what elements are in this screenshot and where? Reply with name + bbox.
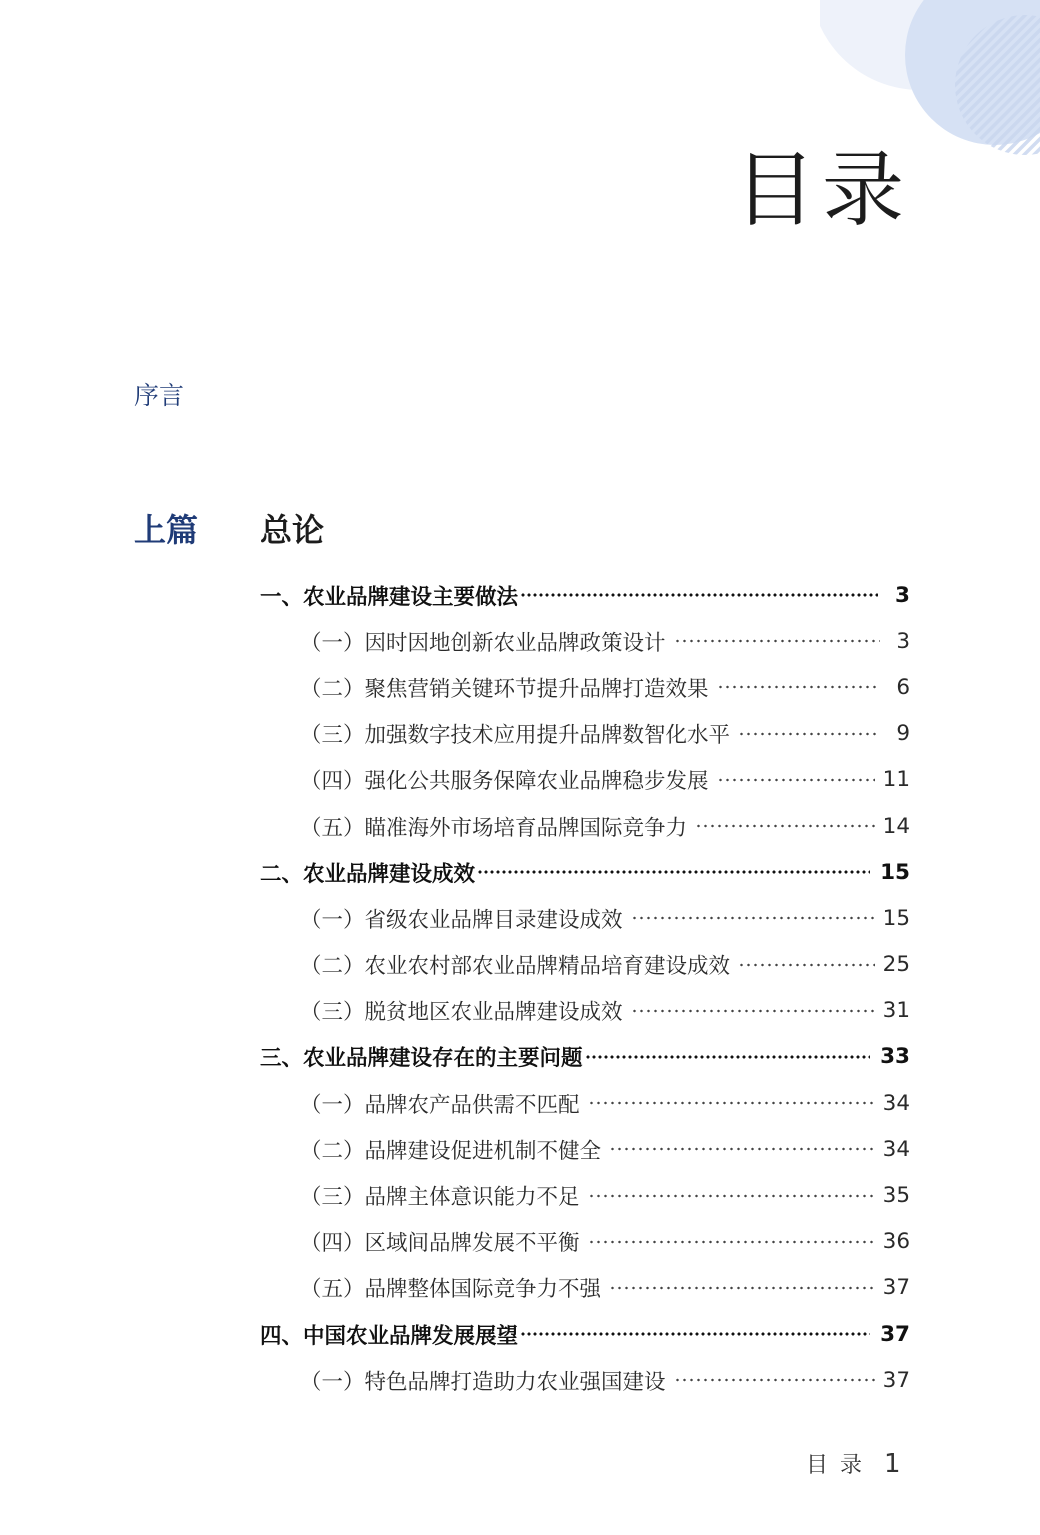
toc-entry-text: （一）品牌农产品供需不匹配	[300, 1092, 580, 1118]
toc-entry-text: （一）省级农业品牌目录建设成效	[300, 907, 623, 933]
toc-subsection-entry[interactable]	[260, 618, 910, 664]
toc-entry-text: （五）品牌整体国际竞争力不强	[300, 1277, 602, 1303]
toc-subsection-entry[interactable]	[260, 664, 910, 710]
page-title: 目录	[733, 143, 910, 238]
preface-entry[interactable]: 序言	[134, 381, 185, 410]
toc-subsection-entry[interactable]	[260, 711, 910, 757]
dot-leader	[717, 684, 880, 690]
toc-entry-text: （一）因时因地创新农业品牌政策设计	[300, 630, 666, 656]
toc-entry-page: 6	[896, 674, 910, 700]
toc-entry-page: 9	[896, 721, 910, 747]
toc-entry-text: 一、农业品牌建设主要做法	[260, 584, 519, 610]
dot-leader	[674, 638, 880, 644]
toc-entry-text: 三、农业品牌建设存在的主要问题	[260, 1046, 583, 1072]
toc-subsection-entry[interactable]	[260, 942, 910, 988]
dot-leader	[477, 869, 870, 875]
footer-label: 目录	[806, 1453, 875, 1478]
toc-section-entry[interactable]	[260, 849, 910, 895]
page-footer	[806, 1448, 901, 1479]
dot-leader	[738, 962, 875, 968]
toc-entry-page: 31	[882, 998, 910, 1024]
toc-entry-text: （二）聚焦营销关键环节提升品牌打造效果	[300, 676, 709, 702]
toc-entry-text: （三）品牌主体意识能力不足	[300, 1185, 580, 1211]
toc-subsection-entry[interactable]	[260, 1357, 910, 1403]
toc-entry-page: 37	[882, 1275, 910, 1301]
toc-entry-page: 35	[882, 1183, 910, 1209]
toc-entry-page: 37	[882, 1367, 910, 1393]
dot-leader	[738, 731, 880, 737]
toc-entry-page: 15	[882, 905, 910, 931]
toc-entry-page: 3	[895, 582, 910, 608]
toc-entry-page: 11	[882, 767, 910, 793]
dot-leader	[631, 915, 875, 921]
toc-subsection-entry[interactable]	[260, 895, 910, 941]
toc-subsection-entry[interactable]	[260, 757, 910, 803]
toc-section-entry[interactable]	[260, 1034, 910, 1080]
toc-entry-text: （四）区域间品牌发展不平衡	[300, 1231, 580, 1257]
dot-leader	[631, 1008, 875, 1014]
part-label: 上篇	[134, 511, 199, 549]
toc-entry-page: 25	[882, 952, 910, 978]
toc-entry-page: 34	[882, 1090, 910, 1116]
dot-leader	[588, 1100, 875, 1106]
toc-subsection-entry[interactable]	[260, 1126, 910, 1172]
toc-entry-page: 3	[896, 628, 910, 654]
toc-section-entry[interactable]	[260, 572, 910, 618]
dot-leader	[609, 1146, 875, 1152]
toc-entry-text: （三）加强数字技术应用提升品牌数智化水平	[300, 723, 731, 749]
toc-subsection-entry[interactable]	[260, 1219, 910, 1265]
toc-entry-text: 四、中国农业品牌发展展望	[260, 1323, 519, 1349]
toc-subsection-entry[interactable]	[260, 1172, 910, 1218]
toc-subsection-entry[interactable]	[260, 988, 910, 1034]
toc-entry-page: 34	[882, 1136, 910, 1162]
toc-entry-text: （五）瞄准海外市场培育品牌国际竞争力	[300, 815, 688, 841]
page-number: 1	[884, 1449, 901, 1479]
toc-entry-text: （二）农业农村部农业品牌精品培育建设成效	[300, 954, 731, 980]
toc-entry-page: 36	[882, 1229, 910, 1255]
dot-leader	[588, 1193, 875, 1199]
dot-leader	[585, 1054, 871, 1060]
toc-entry-text: （二）品牌建设促进机制不健全	[300, 1138, 602, 1164]
dot-leader	[695, 823, 875, 829]
toc-subsection-entry[interactable]	[260, 1265, 910, 1311]
toc-entry-text: （一）特色品牌打造助力农业强国建设	[300, 1369, 666, 1395]
dot-leader	[520, 1331, 870, 1337]
toc-entry-text: （四）强化公共服务保障农业品牌稳步发展	[300, 769, 709, 795]
dot-leader	[588, 1239, 875, 1245]
toc-section-entry[interactable]	[260, 1311, 910, 1357]
table-of-contents	[260, 572, 910, 1403]
dot-leader	[717, 777, 875, 783]
toc-subsection-entry[interactable]	[260, 803, 910, 849]
toc-entry-page: 37	[880, 1321, 910, 1347]
dot-leader	[674, 1377, 875, 1383]
dot-leader	[609, 1285, 875, 1291]
toc-entry-text: （三）脱贫地区农业品牌建设成效	[300, 1000, 623, 1026]
dot-leader	[520, 592, 878, 598]
toc-entry-page: 15	[880, 859, 910, 885]
toc-entry-text: 二、农业品牌建设成效	[260, 861, 476, 887]
part-title: 总论	[260, 511, 325, 549]
toc-entry-page: 33	[880, 1044, 910, 1070]
toc-subsection-entry[interactable]	[260, 1080, 910, 1126]
toc-entry-page: 14	[882, 813, 910, 839]
